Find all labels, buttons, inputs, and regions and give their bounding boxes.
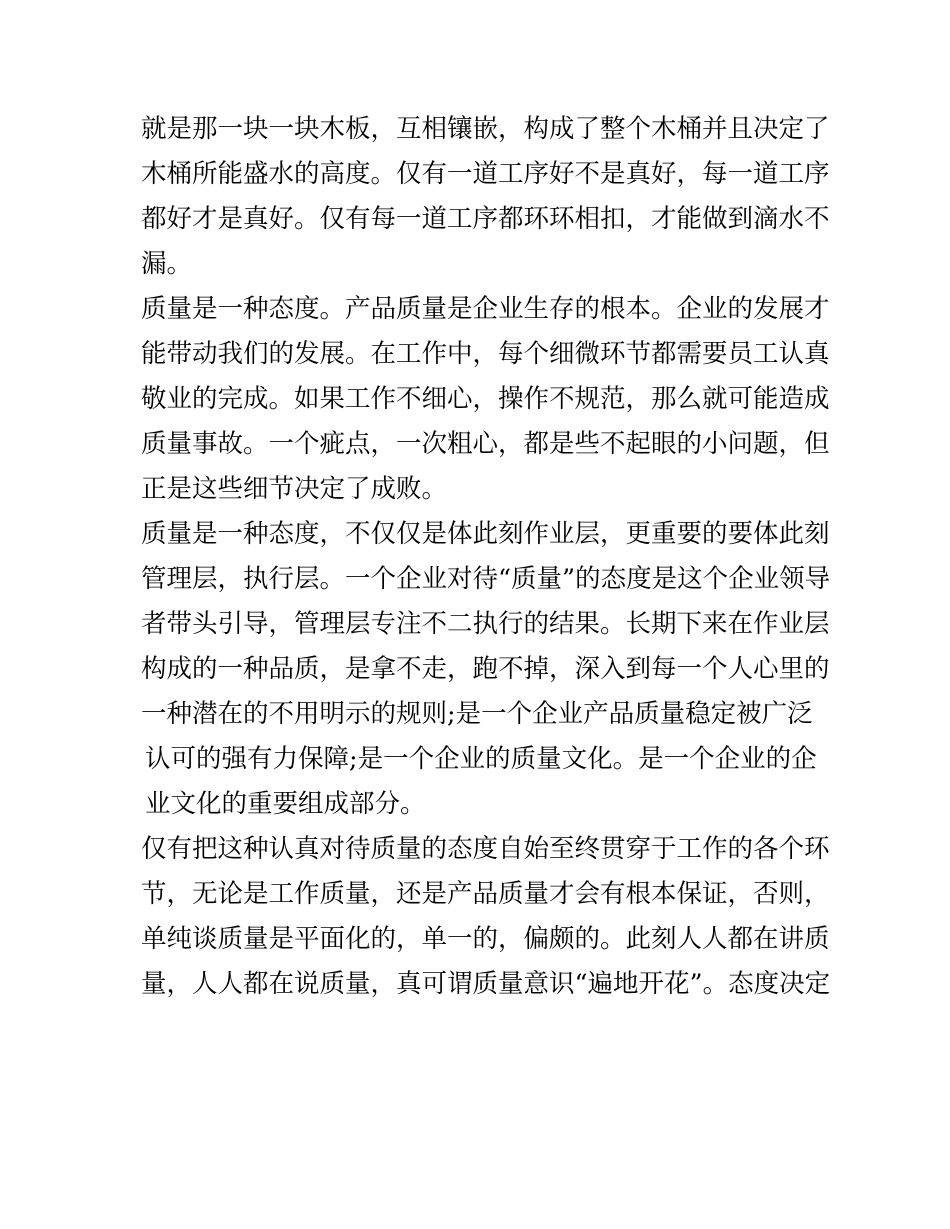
text-line: 仅有把这种认真对待质量的态度自始至终贯穿于工作的各个环 — [141, 834, 830, 864]
text-line: 都好才是真好。仅有每一道工序都环环相扣，才能做到滴水不 — [141, 204, 830, 234]
text-line: 单纯谈质量是平面化的，单一的，偏颇的。此刻人人都在讲质 — [141, 924, 830, 954]
text-line: 量，人人都在说质量，真可谓质量意识“遍地开花”。态度决定 — [141, 969, 831, 999]
text-line: 质量是一种态度，不仅仅是体此刻作业层，更重要的要体此刻 — [141, 519, 830, 549]
text-line: 能带动我们的发展。在工作中，每个细微环节都需要员工认真 — [141, 339, 830, 369]
text-line: 业文化的重要组成部分。 — [145, 789, 426, 819]
text-line: 节，无论是工作质量，还是产品质量才会有根本保证，否则， — [141, 879, 830, 909]
text-line: 漏。 — [141, 249, 193, 279]
text-line: 就是那一块一块木板，互相镶嵌，构成了整个木桶并且决定了 — [141, 114, 830, 144]
text-line: 质量事故。一个疵点，一次粗心，都是些不起眼的小问题，但 — [141, 429, 830, 459]
text-line: 木桶所能盛水的高度。仅有一道工序好不是真好，每一道工序 — [141, 159, 830, 189]
text-line: 管理层，执行层。一个企业对待“质量”的态度是这个企业领导 — [141, 564, 831, 594]
text-line: 一种潜在的不用明示的规则;是一个企业产品质量稳定被广泛 — [141, 699, 813, 729]
text-line: 认可的强有力保障;是一个企业的质量文化。是一个企业的企 — [145, 744, 817, 774]
text-line: 正是这些细节决定了成败。 — [141, 474, 448, 504]
text-line: 者带头引导，管理层专注不二执行的结果。长期下来在作业层 — [141, 609, 830, 639]
document-body — [141, 107, 831, 1007]
text-line: 质量是一种态度。产品质量是企业生存的根本。企业的发展才 — [141, 294, 830, 324]
text-line: 敬业的完成。如果工作不细心，操作不规范，那么就可能造成 — [141, 384, 830, 414]
text-line: 构成的一种品质，是拿不走，跑不掉，深入到每一个人心里的 — [141, 654, 830, 684]
